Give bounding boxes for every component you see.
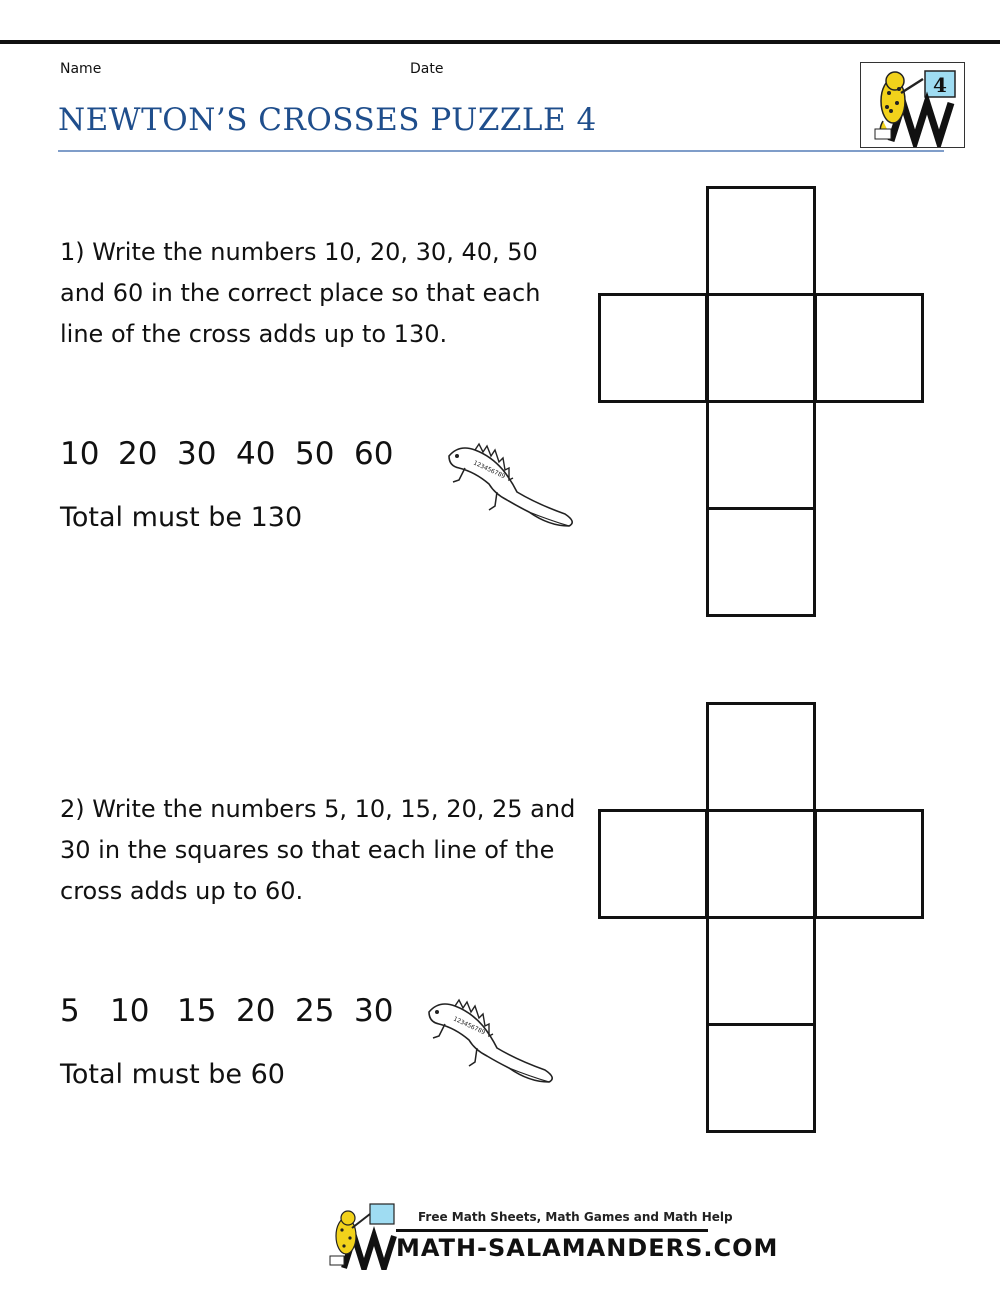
puzzle-2-number: 20 (236, 993, 276, 1029)
date-label: Date (410, 61, 444, 77)
puzzle-1-cross (598, 186, 926, 620)
cross-cell-bottom[interactable] (706, 1023, 816, 1133)
puzzle-2-numbers (60, 993, 393, 1029)
puzzle-2-number: 10 (110, 993, 150, 1029)
title-underline (58, 150, 944, 152)
cross-cell-right[interactable] (814, 809, 924, 919)
puzzle-2-number: 25 (295, 993, 335, 1029)
puzzle-1-number: 40 (236, 436, 276, 472)
footer-brand[interactable]: MATH-SALAMANDERS.COM (396, 1234, 779, 1262)
puzzle-2-cross (598, 702, 926, 1136)
puzzle-1-number: 30 (177, 436, 217, 472)
puzzle-1-numbers (60, 436, 393, 472)
footer-tagline: Free Math Sheets, Math Games and Math Help (418, 1210, 733, 1224)
cross-cell-top[interactable] (706, 186, 816, 296)
newt-icon (445, 440, 581, 530)
salamander-logo-icon (861, 63, 964, 147)
puzzle-1-number: 10 (60, 436, 100, 472)
puzzle-2-total: Total must be 60 (60, 1059, 285, 1090)
puzzle-1-instruction: 1) Write the numbers 10, 20, 30, 40, 50 and 60 in the correct place so that each line of the cross adds up to 130. (60, 238, 541, 348)
puzzle-1-number: 60 (354, 436, 394, 472)
cross-cell-center[interactable] (706, 293, 816, 403)
puzzle-1-number: 20 (118, 436, 158, 472)
puzzle-2-instruction: 2) Write the numbers 5, 10, 15, 20, 25 and 30 in the squares so that each line of the cross adds up to 60. (60, 795, 576, 905)
level-number: 4 (933, 73, 947, 97)
svg-text:123456789: 123456789 (452, 1015, 487, 1037)
puzzle-2-number: 30 (354, 993, 394, 1029)
salamander-logo-icon (324, 1202, 398, 1270)
puzzle-2-number: 5 (60, 993, 80, 1029)
page-title: NEWTON’S CROSSES PUZZLE 4 (58, 102, 597, 138)
cross-cell-lower[interactable] (706, 916, 816, 1026)
newt-icon (425, 996, 561, 1086)
name-label: Name (60, 61, 102, 77)
cross-cell-center[interactable] (706, 809, 816, 919)
footer (320, 1200, 779, 1270)
cross-cell-left[interactable] (598, 293, 708, 403)
puzzle-1-number: 50 (295, 436, 335, 472)
cross-cell-bottom[interactable] (706, 507, 816, 617)
cross-cell-top[interactable] (706, 702, 816, 812)
footer-rule (396, 1229, 708, 1232)
cross-cell-left[interactable] (598, 809, 708, 919)
cross-cell-right[interactable] (814, 293, 924, 403)
svg-text:123456789: 123456789 (472, 459, 507, 481)
top-rule (0, 40, 1000, 44)
puzzle-2-number: 15 (177, 993, 217, 1029)
cross-cell-lower[interactable] (706, 400, 816, 510)
puzzle-1-total: Total must be 130 (60, 502, 303, 533)
level-badge (860, 62, 965, 148)
